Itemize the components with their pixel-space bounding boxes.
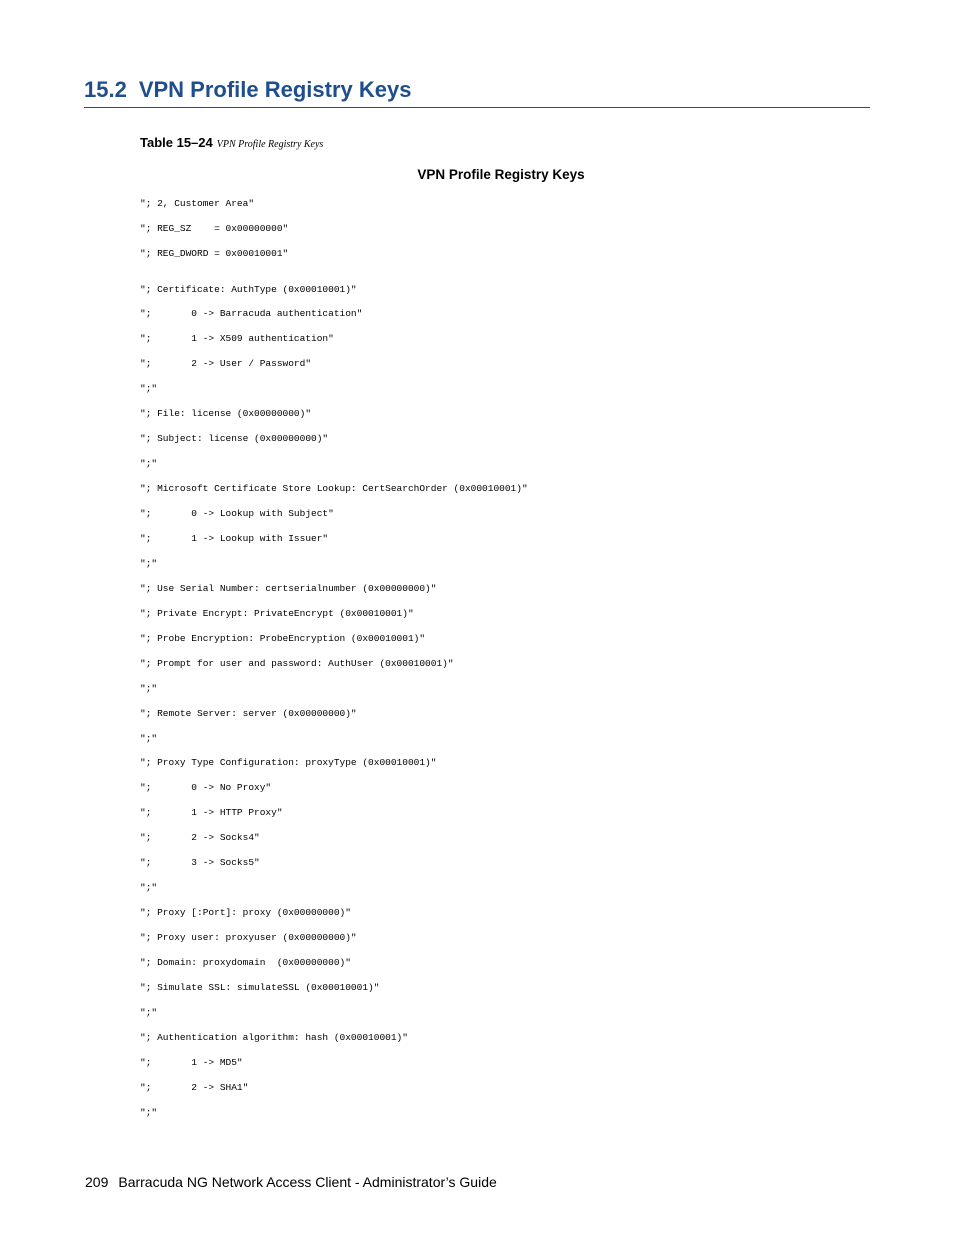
code-line: "; 0 -> Barracuda authentication" (140, 308, 363, 319)
code-line: "; 2 -> Socks4" (140, 832, 260, 843)
code-line: "; 2 -> SHA1" (140, 1082, 249, 1093)
code-line: "; Domain: proxydomain (0x00000000)" (140, 957, 351, 968)
footer-title: Barracuda NG Network Access Client - Administrator’s Guide (118, 1174, 497, 1190)
code-line: "; Subject: license (0x00000000)" (140, 433, 329, 444)
code-line: "; Authentication algorithm: hash (0x00010001)" (140, 1032, 408, 1043)
code-line: "; 2 -> User / Password" (140, 358, 312, 369)
section-title: VPN Profile Registry Keys (138, 77, 412, 102)
table-caption-label: Table 15–24 (140, 135, 213, 150)
code-line: "; 1 -> HTTP Proxy" (140, 807, 283, 818)
code-line: "; Certificate: AuthType (0x00010001)" (140, 284, 357, 295)
code-line: "; 1 -> Lookup with Issuer" (140, 533, 329, 544)
table-header: VPN Profile Registry Keys (417, 167, 585, 182)
code-line: ";" (140, 683, 158, 694)
code-line: ";" (140, 383, 158, 394)
code-line: "; Remote Server: server (0x00000000)" (140, 708, 357, 719)
code-line: "; REG_SZ = 0x00000000" (140, 223, 289, 234)
code-line: ";" (140, 458, 158, 469)
section-number: 15.2 (84, 77, 127, 102)
code-line: "; 0 -> No Proxy" (140, 782, 272, 793)
table-caption-text: VPN Profile Registry Keys (216, 139, 324, 150)
code-line: "; Private Encrypt: PrivateEncrypt (0x00010001)" (140, 608, 414, 619)
code-line: "; Prompt for user and password: AuthUser (0x00010001)" (140, 658, 454, 669)
code-line: "; Probe Encryption: ProbeEncryption (0x00010001)" (140, 633, 426, 644)
registry-code-block (140, 0, 862, 1235)
code-line: "; Use Serial Number: certserialnumber (0x00000000)" (140, 583, 437, 594)
code-line: "; File: license (0x00000000)" (140, 408, 312, 419)
page-footer (85, 1173, 497, 1191)
code-line: "; REG_DWORD = 0x00010001" (140, 248, 289, 259)
code-line: "; Microsoft Certificate Store Lookup: CertSearchOrder (0x00010001)" (140, 483, 528, 494)
code-line: ";" (140, 1107, 158, 1118)
code-line: "; 1 -> X509 authentication" (140, 333, 334, 344)
code-line: "; 1 -> MD5" (140, 1057, 243, 1068)
code-line: ";" (140, 733, 158, 744)
code-line: "; 3 -> Socks5" (140, 857, 260, 868)
code-line: "; Simulate SSL: simulateSSL (0x00010001)" (140, 982, 380, 993)
code-line: ";" (140, 1007, 158, 1018)
code-line: ";" (140, 558, 158, 569)
code-line: ";" (140, 882, 158, 893)
code-line: "; Proxy user: proxyuser (0x00000000)" (140, 932, 357, 943)
page-number: 209 (85, 1174, 109, 1190)
code-line: "; 2, Customer Area" (140, 198, 255, 209)
code-line: "; Proxy [:Port]: proxy (0x00000000)" (140, 907, 351, 918)
code-line: "; Proxy Type Configuration: proxyType (0x00010001)" (140, 757, 437, 768)
code-line: "; 0 -> Lookup with Subject" (140, 508, 334, 519)
